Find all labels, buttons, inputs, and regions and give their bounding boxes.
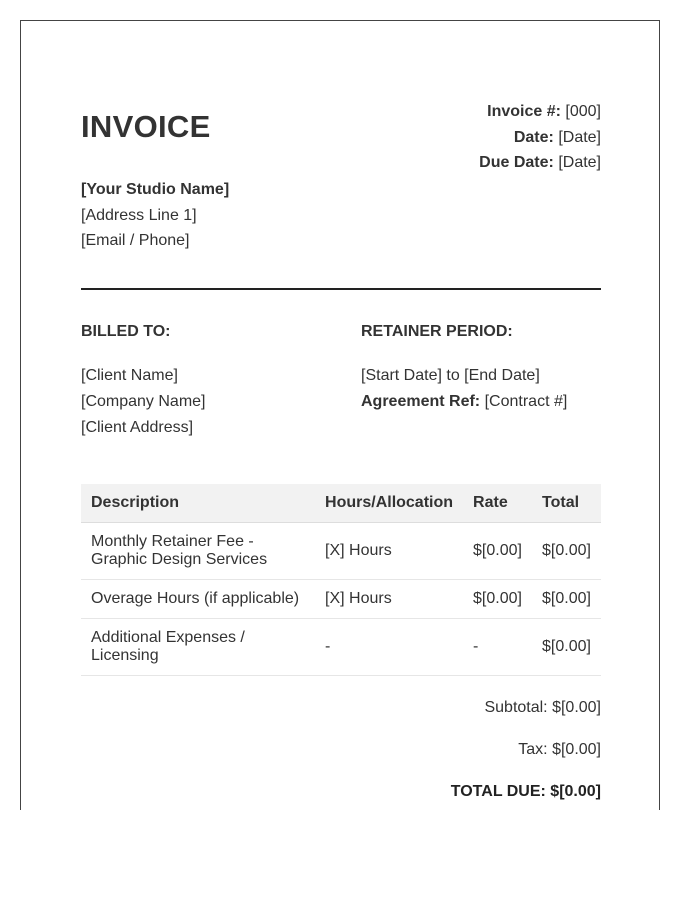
row-rate: $[0.00] xyxy=(463,523,532,580)
due-date-value: [Date] xyxy=(558,154,601,171)
client-name: [Client Name] xyxy=(81,367,178,384)
invoice-date-row xyxy=(479,125,601,151)
invoice-meta xyxy=(479,99,601,176)
agreement-ref-value: [Contract #] xyxy=(484,393,568,410)
row-description: Monthly Retainer Fee - Graphic Design Services xyxy=(81,523,315,580)
invoice-date-label: Date: xyxy=(513,128,554,146)
column-header-rate: Rate xyxy=(463,484,532,523)
table-row xyxy=(81,523,601,580)
company-name: [Company Name] xyxy=(81,393,206,410)
column-header-hours: Hours/Allocation xyxy=(315,484,463,523)
column-header-total: Total xyxy=(532,484,601,523)
row-rate: $[0.00] xyxy=(463,580,532,619)
client-address: [Client Address] xyxy=(81,419,194,436)
row-hours: [X] Hours xyxy=(315,580,463,619)
studio-address: [Address Line 1] xyxy=(81,206,197,224)
due-date-row xyxy=(479,150,601,176)
billed-to-heading: BILLED TO: xyxy=(81,323,171,340)
row-description: Overage Hours (if applicable) xyxy=(81,580,315,619)
header-divider xyxy=(81,288,601,290)
row-total: $[0.00] xyxy=(532,580,601,619)
invoice-number-row xyxy=(479,99,601,125)
billed-to-details xyxy=(81,363,206,441)
studio-info xyxy=(81,177,229,254)
line-items-table xyxy=(81,484,601,676)
row-total: $[0.00] xyxy=(532,523,601,580)
agreement-ref-row xyxy=(361,389,567,415)
studio-name: [Your Studio Name] xyxy=(81,181,230,198)
invoice-title: INVOICE xyxy=(81,109,211,144)
agreement-ref-label: Agreement Ref: xyxy=(361,393,481,410)
column-header-description: Description xyxy=(81,484,315,523)
invoice-date-value: [Date] xyxy=(558,128,601,146)
due-date-label: Due Date: xyxy=(479,154,554,171)
row-hours: - xyxy=(315,619,463,676)
row-description: Additional Expenses / Licensing xyxy=(81,619,315,676)
subtotal: Subtotal: $[0.00] xyxy=(484,699,601,716)
retainer-details xyxy=(361,363,567,415)
table-row xyxy=(81,580,601,619)
invoice-number-value: [000] xyxy=(565,103,601,120)
tax: Tax: $[0.00] xyxy=(518,741,601,758)
row-rate: - xyxy=(463,619,532,676)
retainer-period-heading: RETAINER PERIOD: xyxy=(361,323,513,340)
table-row xyxy=(81,619,601,676)
row-hours: [X] Hours xyxy=(315,523,463,580)
table-header-row xyxy=(81,484,601,523)
studio-contact: [Email / Phone] xyxy=(81,232,190,249)
invoice-number-label: Invoice #: xyxy=(487,103,561,120)
row-total: $[0.00] xyxy=(532,619,601,676)
totals-block xyxy=(451,698,601,824)
retainer-period: [Start Date] to [End Date] xyxy=(361,367,540,384)
total-due: TOTAL DUE: $[0.00] xyxy=(450,783,601,800)
invoice-page xyxy=(20,20,660,810)
